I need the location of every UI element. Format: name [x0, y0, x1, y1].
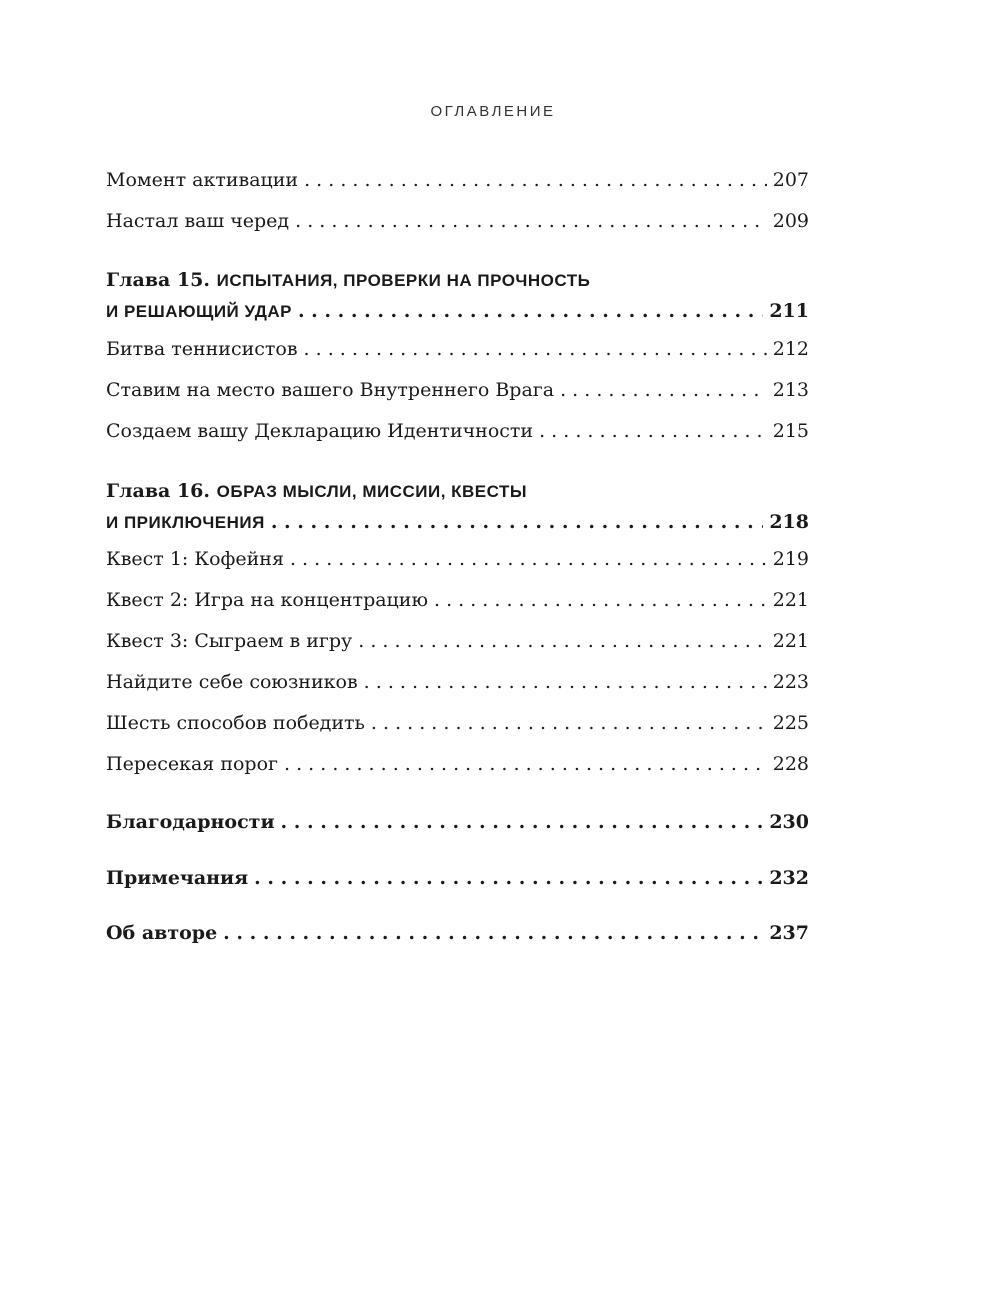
toc-entry-label: Квест 1: Кофейня	[106, 548, 284, 570]
toc-entry-page: 207	[772, 169, 809, 191]
toc-entry-label: Шесть способов победить	[106, 712, 365, 734]
chapter-15-prefix: Глава 15.	[106, 269, 211, 291]
leader-dots	[434, 586, 767, 614]
toc-entry-page: 232	[769, 867, 809, 889]
chapter-15-heading[interactable]	[106, 266, 809, 295]
toc-entry-page: 212	[772, 338, 809, 360]
toc-entry-page: 219	[772, 548, 809, 570]
toc-entry-label: Квест 3: Сыграем в игру	[106, 630, 353, 652]
toc-entry[interactable]	[106, 166, 809, 194]
page-header: ОГЛАВЛЕНИЕ	[430, 103, 556, 120]
leader-dots	[560, 376, 767, 404]
toc-entry[interactable]	[106, 750, 809, 778]
chapter-16-entry[interactable]	[106, 508, 809, 537]
leader-dots	[223, 919, 763, 947]
toc-entry-page: 215	[772, 420, 809, 442]
chapter-15-title-line2: И РЕШАЮЩИЙ УДАР	[106, 302, 292, 321]
toc-entry-label: Об авторе	[106, 922, 218, 944]
chapter-15-entry[interactable]	[106, 297, 809, 326]
chapter-16-heading[interactable]	[106, 477, 809, 506]
leader-dots	[281, 808, 764, 836]
toc-entry-label: Настал ваш черед	[106, 210, 290, 232]
leader-dots	[304, 166, 767, 194]
leader-dots	[539, 417, 767, 445]
toc-entry[interactable]	[106, 709, 809, 737]
chapter-16-prefix: Глава 16.	[106, 480, 211, 502]
chapter-16-title-line1: ОБРАЗ МЫСЛИ, МИССИИ, КВЕСТЫ	[216, 482, 528, 501]
toc-entry-page: 213	[772, 379, 809, 401]
toc-entry-label: Битва теннисистов	[106, 338, 298, 360]
toc-entry-page: 223	[772, 671, 809, 693]
leader-dots	[254, 864, 763, 892]
leader-dots	[358, 627, 767, 655]
toc-entry-label: Ставим на место вашего Внутреннего Врага	[106, 379, 555, 401]
toc-entry-label: Пересекая порог	[106, 753, 278, 775]
leader-dots	[295, 207, 767, 235]
toc-entry[interactable]	[106, 376, 809, 404]
chapter-16-page: 218	[769, 511, 809, 533]
toc-entry-label: Момент активации	[106, 169, 299, 191]
toc-backmatter-entry[interactable]	[106, 808, 809, 836]
toc-entry-page: 221	[772, 630, 809, 652]
toc-entry[interactable]	[106, 627, 809, 655]
toc-entry[interactable]	[106, 586, 809, 614]
toc-entry-label: Благодарности	[106, 811, 275, 833]
toc-entry-label: Примечания	[106, 867, 249, 889]
toc-entry-label: Найдите себе союзников	[106, 671, 358, 693]
leader-dots	[284, 750, 767, 778]
toc-entry-page: 209	[772, 210, 809, 232]
toc-entry-page: 221	[772, 589, 809, 611]
toc-entry-label: Создаем вашу Декларацию Идентичности	[106, 420, 534, 442]
toc-backmatter-entry[interactable]	[106, 919, 809, 947]
chapter-16-title-line2: И ПРИКЛЮЧЕНИЯ	[106, 513, 265, 532]
leader-dots	[371, 709, 767, 737]
toc-entry-page: 225	[772, 712, 809, 734]
toc-entry-page: 230	[769, 811, 809, 833]
toc-entry[interactable]	[106, 417, 809, 445]
chapter-15-title-line1: ИСПЫТАНИЯ, ПРОВЕРКИ НА ПРОЧНОСТЬ	[216, 271, 591, 290]
leader-dots	[271, 508, 764, 536]
leader-dots	[298, 297, 763, 325]
toc-entry[interactable]	[106, 545, 809, 573]
leader-dots	[304, 335, 767, 363]
toc-entry[interactable]	[106, 207, 809, 235]
toc-entry-page: 228	[772, 753, 809, 775]
toc-entry[interactable]	[106, 335, 809, 363]
toc-backmatter-entry[interactable]	[106, 864, 809, 892]
toc-entry-page: 237	[769, 922, 809, 944]
leader-dots	[364, 668, 767, 696]
toc-entry-label: Квест 2: Игра на концентрацию	[106, 589, 428, 611]
leader-dots	[290, 545, 767, 573]
toc-entry[interactable]	[106, 668, 809, 696]
chapter-15-page: 211	[769, 300, 809, 322]
